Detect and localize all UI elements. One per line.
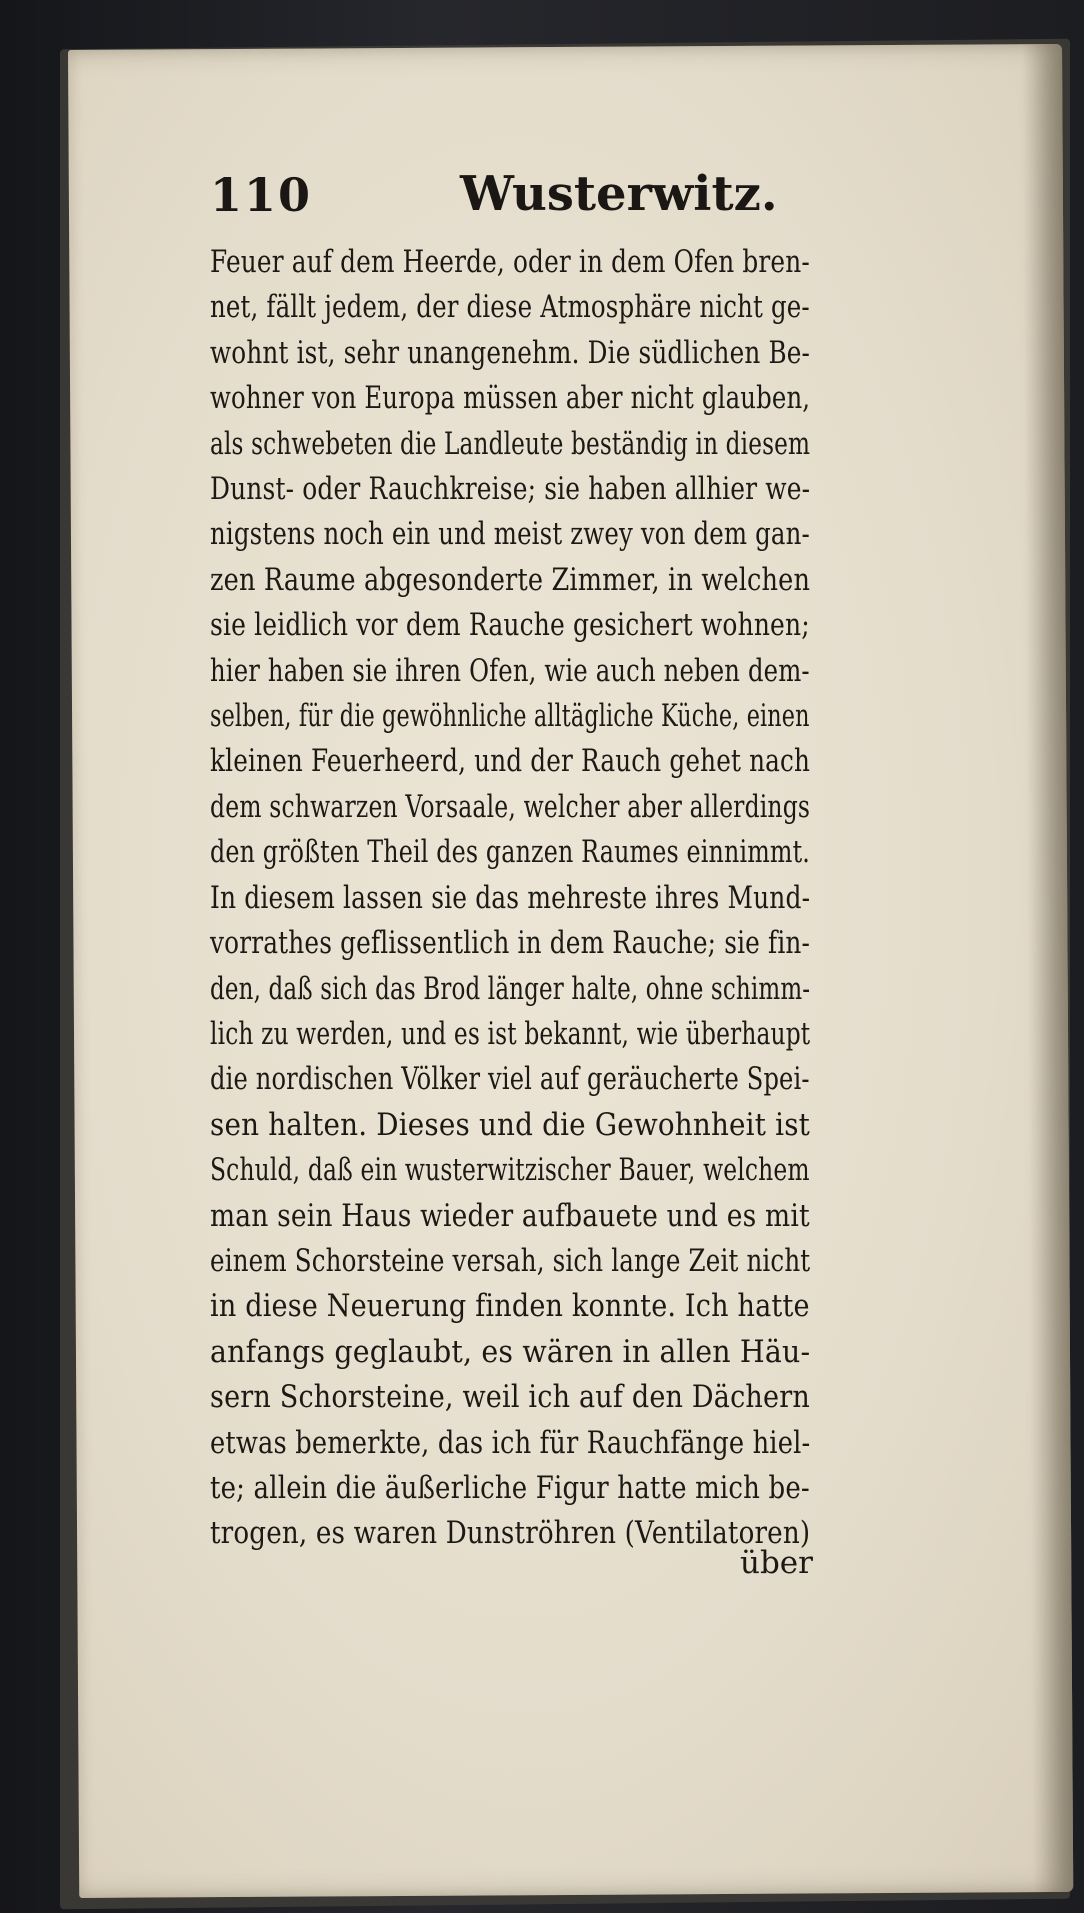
text-line: den, daß sich das Brod länger halte, ohne schimm- xyxy=(210,970,811,1007)
text-line: hier haben sie ihren Ofen, wie auch neben dem- xyxy=(210,652,810,689)
text-line: nigstens noch ein und meist zwey von dem gan- xyxy=(210,516,810,553)
text-line: die nordischen Völker viel auf geräucherte Spei- xyxy=(210,1061,810,1098)
text-line: Schuld, daß ein wusterwitzischer Bauer, welchem xyxy=(210,1152,810,1189)
text-line: te; allein die äußerliche Figur hatte mich be- xyxy=(210,1469,810,1506)
page-number: 110 xyxy=(210,168,313,222)
text-line: Feuer auf dem Heerde, oder in dem Ofen bren- xyxy=(210,244,810,280)
text-line: sen halten. Dieses und die Gewohnheit ist xyxy=(210,1106,810,1143)
text-line: den größten Theil des ganzen Raumes einnimmt. xyxy=(210,834,811,871)
text-line: trogen, es waren Dunströhren (Ventilatoren) xyxy=(210,1515,811,1552)
text-line: Dunst- oder Rauchkreise; sie haben allhier we- xyxy=(210,471,811,508)
text-line: anfangs geglaubt, es wären in allen Häu- xyxy=(210,1333,811,1370)
text-line: als schwebeten die Landleute beständig in diesem xyxy=(210,425,811,462)
text-line: einem Schorsteine versah, sich lange Zeit nicht xyxy=(210,1242,811,1279)
text-line: sern Schorsteine, weil ich auf den Dächern xyxy=(210,1379,810,1416)
text-line: net, fällt jedem, der diese Atmosphäre nicht ge- xyxy=(210,289,810,326)
text-line: zen Raume abgesonderte Zimmer, in welchen xyxy=(210,561,811,598)
text-line: selben, für die gewöhnliche alltägliche Küche, einen xyxy=(210,698,810,735)
text-line: kleinen Feuerheerd, und der Rauch gehet nach xyxy=(210,743,811,780)
text-line: in diese Neuerung finden konnte. Ich hatte xyxy=(210,1288,810,1325)
text-line: vorrathes geflissentlich in dem Rauche; sie fin- xyxy=(210,925,811,962)
text-line: wohner von Europa müssen aber nicht glauben, xyxy=(210,380,811,417)
text-line: etwas bemerkte, das ich für Rauchfänge hiel- xyxy=(210,1424,811,1461)
body-text xyxy=(210,240,810,1557)
catchword: über xyxy=(740,1545,813,1581)
text-line: wohnt ist, sehr unangenehm. Die südlichen Be- xyxy=(210,334,811,371)
running-title: Wusterwitz. xyxy=(460,166,778,222)
text-line: In diesem lassen sie das mehreste ihres Mund- xyxy=(210,879,811,916)
text-line: dem schwarzen Vorsaale, welcher aber allerdings xyxy=(210,788,811,825)
page-header xyxy=(210,150,778,230)
text-line: lich zu werden, und es ist bekannt, wie überhaupt xyxy=(210,1015,811,1052)
text-line: sie leidlich vor dem Rauche gesichert wohnen; xyxy=(210,607,810,644)
text-line: man sein Haus wieder aufbauete und es mit xyxy=(210,1197,810,1234)
